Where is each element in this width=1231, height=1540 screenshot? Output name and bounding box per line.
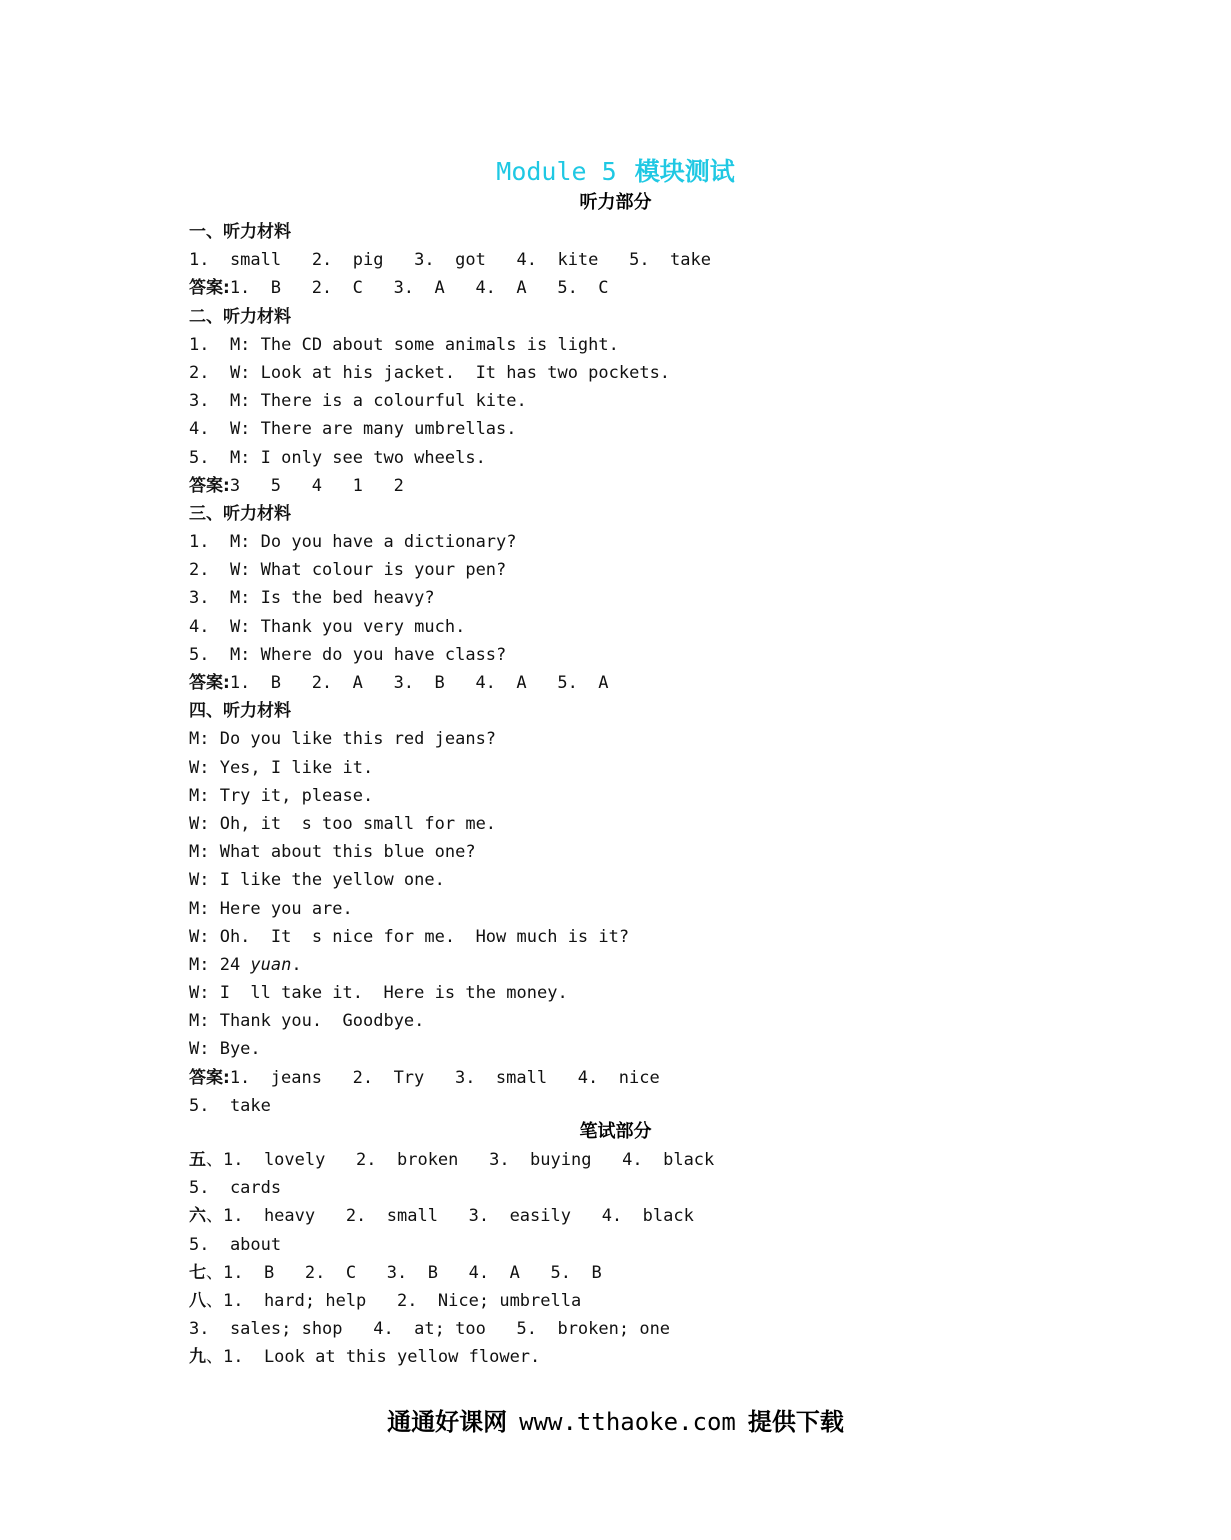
answer-text: 1. jeans 2. Try 3. small 4. nice (229, 1067, 660, 1088)
dialogue-line: M: What about this blue one? (189, 842, 476, 863)
listening-header: 听力部分 (579, 192, 652, 213)
title-cn: 模块测试 (634, 157, 735, 186)
text-line: 2. W: What colour is your pen? (189, 560, 507, 581)
dialogue-line: W: Yes, I like it. (189, 757, 374, 778)
section-label: 六 (189, 1206, 206, 1227)
answer-line (189, 1202, 1089, 1230)
answer-line-cont: 5. take (189, 1095, 271, 1116)
answer-line (189, 1287, 1089, 1315)
answer-label: 答案: (189, 278, 230, 299)
answer-text: 、1. Look at this yellow flower. (206, 1347, 541, 1368)
section-label: 七 (189, 1262, 206, 1283)
answer-line (189, 1259, 1089, 1287)
text-line: 4. W: Thank you very much. (189, 616, 466, 637)
title-module: Module 5 (496, 157, 617, 186)
text-line: 1. M: Do you have a dictionary? (189, 532, 517, 553)
section-heading: 一、听力材料 (189, 222, 291, 242)
section-heading: 三、听力材料 (189, 503, 291, 524)
answer-text: 、1. lovely 2. broken 3. buying 4. black (206, 1150, 715, 1170)
section-heading: 二、听力材料 (189, 306, 291, 327)
answer-line-cont: 5. about (189, 1234, 282, 1255)
section-label: 八 (189, 1290, 206, 1311)
answer-line (189, 1146, 1089, 1174)
text-line: 5. M: Where do you have class? (189, 644, 507, 665)
dialogue-line: M: Do you like this red jeans? (189, 729, 497, 750)
answer-line (189, 1064, 1089, 1092)
price-word: yuan (250, 954, 292, 975)
text-line: 1. M: The CD about some animals is light. (189, 334, 619, 355)
dialogue-line: M: Here you are. (189, 898, 353, 919)
dialogue-line: M: Thank you. Goodbye. (189, 1011, 425, 1032)
answer-line-cont: 5. cards (189, 1178, 282, 1199)
text-line: 5. M: I only see two wheels. (189, 447, 486, 468)
listening-content (189, 218, 1089, 1120)
answer-text: 1. B 2. A 3. B 4. A 5. A (229, 673, 609, 693)
text-line: 1. small 2. pig 3. got 4. kite 5. take (189, 250, 711, 271)
dialogue-line: W: I ll take it. Here is the money. (189, 983, 568, 1004)
answer-line-cont: 3. sales; shop 4. at; too 5. broken; one (189, 1319, 671, 1340)
footer-watermark (0, 1402, 1231, 1443)
answer-text: 、1. hard; help 2. Nice; umbrella (206, 1290, 582, 1311)
price-suffix: . (291, 954, 302, 975)
answer-text: 1. B 2. C 3. A 4. A 5. C (229, 278, 609, 299)
answer-line (189, 669, 1089, 697)
answer-label: 答案: (189, 475, 230, 496)
footer-site-name: 通通好课网 (387, 1408, 508, 1436)
written-header: 笔试部分 (579, 1121, 652, 1142)
text-line: 2. W: Look at his jacket. It has two pockets. (189, 362, 671, 383)
answer-text: 、1. heavy 2. small 3. easily 4. black (206, 1206, 694, 1227)
answer-label: 答案: (189, 1067, 230, 1088)
answer-line (189, 472, 1089, 500)
text-line: 4. W: There are many umbrellas. (189, 419, 517, 440)
text-line: 3. M: There is a colourful kite. (189, 391, 527, 412)
dialogue-line: W: Oh, it s too small for me. (189, 813, 497, 834)
text-line: 3. M: Is the bed heavy? (189, 588, 435, 609)
dialogue-line: W: Oh. It s nice for me. How much is it? (189, 926, 630, 947)
answer-line (189, 274, 1089, 302)
dialogue-line: M: Try it, please. (189, 785, 374, 806)
answer-line (189, 1343, 1089, 1371)
dialogue-line: W: Bye. (189, 1039, 261, 1060)
answer-text: 3 5 4 1 2 (229, 475, 404, 496)
written-content (189, 1146, 1089, 1372)
section-label: 五 (189, 1150, 206, 1170)
section-heading: 四、听力材料 (189, 701, 291, 722)
page-title (0, 155, 1231, 189)
answer-text: 、1. B 2. C 3. B 4. A 5. B (206, 1262, 602, 1283)
price-prefix: M: 24 (189, 954, 251, 975)
section-label: 九 (189, 1347, 206, 1368)
answer-label: 答案: (189, 673, 230, 693)
footer-url[interactable]: www.tthaoke.com (519, 1408, 736, 1436)
dialogue-line: W: I like the yellow one. (189, 870, 445, 891)
dialogue-line (189, 951, 1089, 979)
footer-download: 提供下载 (747, 1408, 844, 1436)
